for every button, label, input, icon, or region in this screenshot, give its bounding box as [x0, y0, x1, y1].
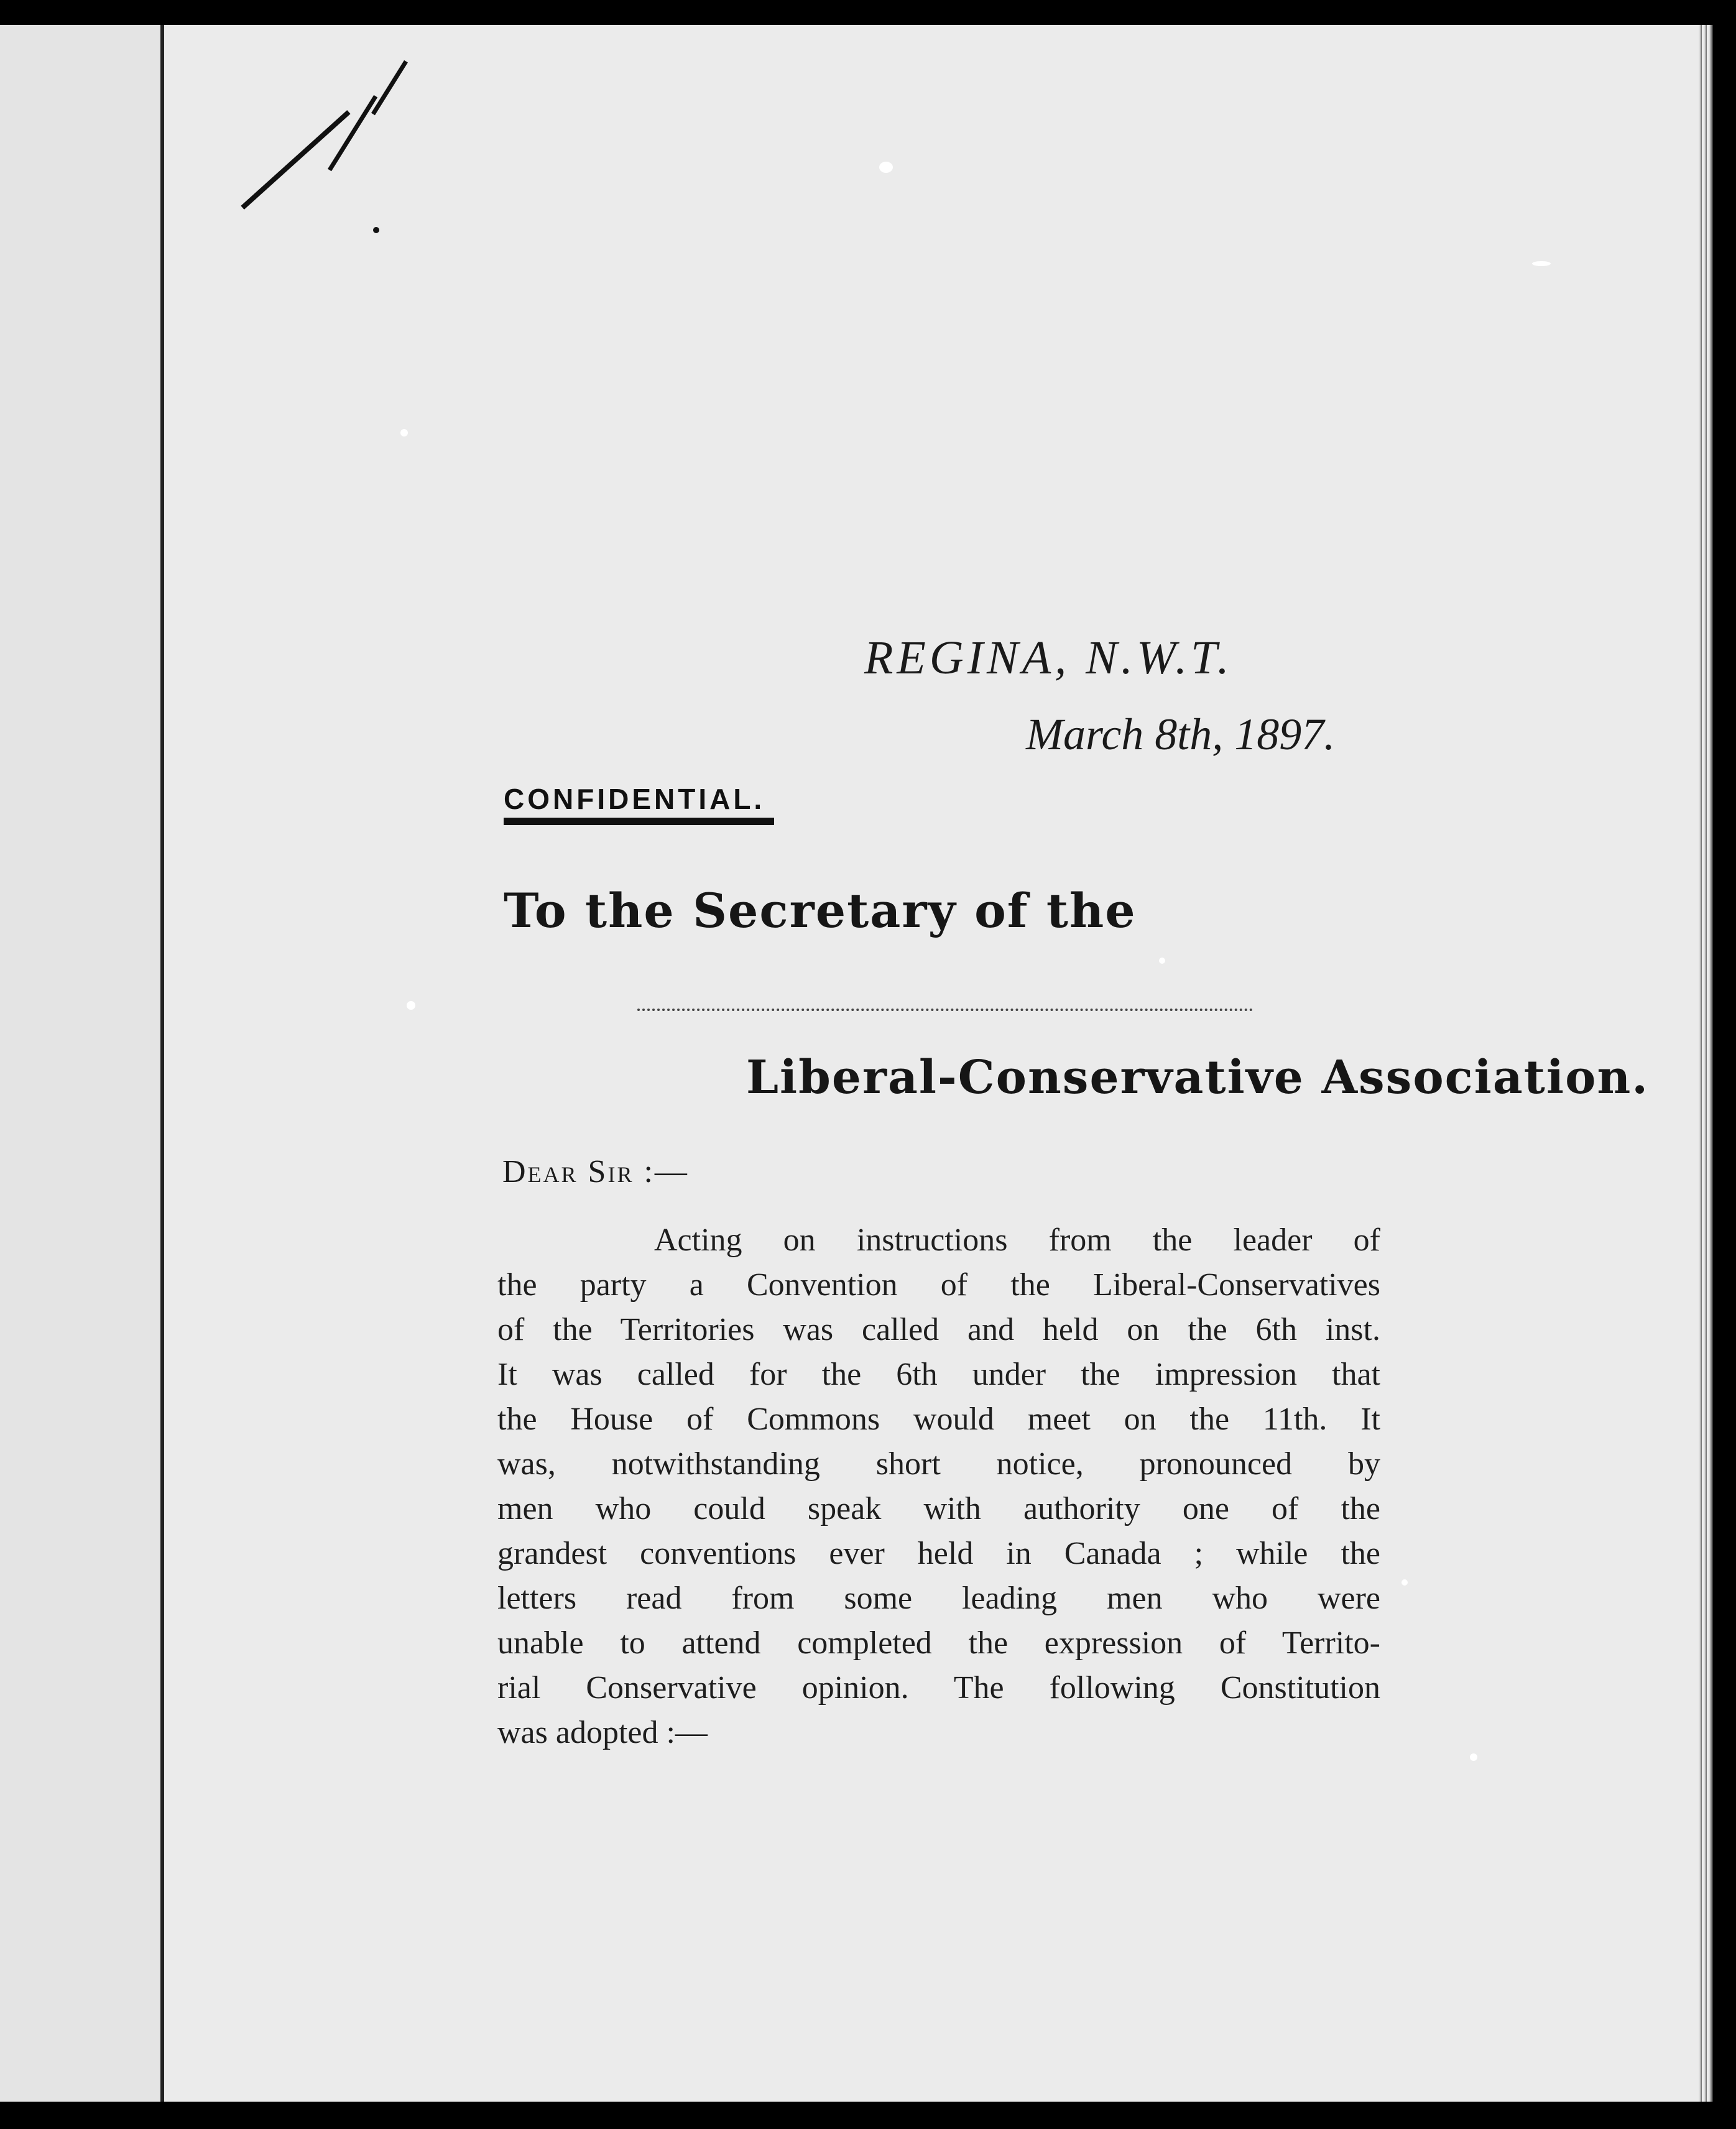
addressee-line: To the Secretary of the [504, 883, 1137, 938]
body-line: men who could speak with authority one of the [497, 1491, 1380, 1526]
body-line: It was called for the 6th under the impression that [497, 1357, 1380, 1392]
page-edge [1699, 25, 1712, 2102]
scan-speck [400, 429, 408, 436]
body-line: of the Territories was called and held on the 6th inst. [497, 1312, 1380, 1347]
body-line: rial Conservative opinion. The following Constitution [497, 1670, 1380, 1706]
scan-speck [879, 162, 893, 173]
confidential-marker: CONFIDENTIAL. [504, 783, 765, 815]
letter-place: REGINA, N.W.T. [864, 632, 1233, 684]
letter-date: March 8th, 1897. [1026, 709, 1336, 759]
scan-speck [1470, 1753, 1477, 1761]
salutation: Dear Sir :— [502, 1154, 689, 1189]
scan-speck [1159, 958, 1165, 964]
association-name: Liberal-Conservative Association. [746, 1051, 1650, 1104]
confidential-underline [504, 818, 774, 825]
left-facing-leaf [0, 25, 164, 2102]
body-line: letters read from some leading men who were [497, 1581, 1380, 1616]
scan-speck [1401, 1579, 1408, 1586]
body-line: the House of Commons would meet on the 11th. It [497, 1402, 1380, 1437]
body-line: was adopted :— [497, 1715, 708, 1750]
blank-fill-line [637, 1009, 1253, 1011]
body-line: unable to attend completed the expression of Territo- [497, 1625, 1380, 1661]
body-line: Acting on instructions from the leader of [654, 1222, 1380, 1258]
scan-speck [407, 1001, 415, 1010]
scan-speck [1532, 261, 1551, 266]
body-line: was, notwithstanding short notice, pronounced by [497, 1446, 1380, 1482]
body-line: grandest conventions ever held in Canada ; while the [497, 1536, 1380, 1571]
pencil-mark [373, 227, 379, 233]
body-line: the party a Convention of the Liberal-Conservatives [497, 1267, 1380, 1303]
